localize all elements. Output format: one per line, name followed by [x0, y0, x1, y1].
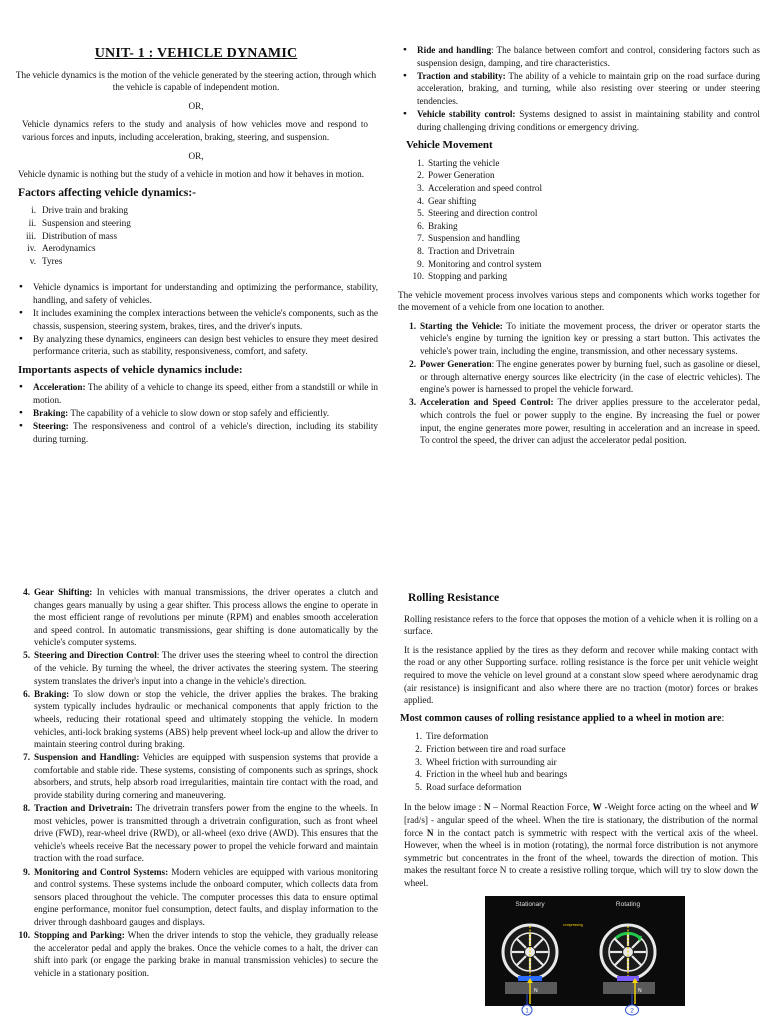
ground-stationary	[505, 982, 557, 994]
rotating-wheel	[601, 925, 655, 979]
list-item: 5. Steering and Direction Control: The driver uses the steering wheel to control the direction of the vehicle. By turning the wheel, the driver activates the steering system. The steering system translates the driver's input into a change in the vehicle's direction.	[23, 650, 379, 686]
factors-heading: Factors affecting vehicle dynamics:-	[18, 185, 197, 199]
label-compressing: compressing	[563, 923, 583, 927]
list-item: 5. Steering and direction control	[417, 208, 538, 219]
or-separator-1: OR,	[188, 100, 204, 111]
label-rotating: Rotating	[615, 901, 641, 908]
list-item: iii. Distribution of mass	[26, 230, 118, 241]
ground-rotating	[603, 982, 655, 994]
unit-title: UNIT- 1 : VEHICLE DYNAMIC	[94, 46, 298, 61]
marker-2-label: 2	[630, 1007, 634, 1015]
list-item: ● Steering: The responsiveness and control of a vehicle's direction, including its stability during turning.	[14, 420, 378, 445]
column-left-bottom	[8, 586, 378, 985]
list-item: iv. Aerodynamics	[27, 243, 96, 254]
list-item: 1. Starting the vehicle	[417, 157, 500, 168]
list-item: ● By analyzing these dynamics, engineers can design best vehicles to ensure they meet desired performance criteria, such as stability, responsiveness, comfort, and safety.	[14, 333, 378, 358]
definition-1: The vehicle dynamics is the motion of the vehicle generated by the steering action, through which the vehicle is capable of independent motion.	[15, 69, 377, 93]
aspects-list	[14, 381, 378, 445]
list-item: 9. Monitoring and control system	[417, 258, 542, 269]
list-item: 3. Acceleration and speed control	[417, 182, 543, 193]
image-explanation: In the below image : N – Normal Reaction Force, W -Weight force acting on the wheel and W [rad/s] - angular speed of the wheel. When the tire is stationary, the distribution of the normal force N in the contact patch is symmetric with respect with the vertical axis of the wheel. However, when the wheel is in motion (rotating), the normal force distribution is not anymore symmetric but concentrates in the front of the wheel, towards the direction of motion. This makes the resultant force N to create a resistive rolling torque, which will try to slow down the wheel.	[404, 802, 758, 888]
list-item: 2. Friction between tire and road surface	[415, 743, 566, 754]
list-item: 10. Stopping and parking	[412, 271, 508, 282]
list-item: 6. Braking	[417, 220, 458, 231]
column-right-bottom	[400, 586, 758, 895]
list-item: 7. Suspension and Handling: Vehicles are equipped with suspension systems that provide a comfortable and stable ride. These systems, consisting of components such as springs, shock absorbers, and struts, help absorb road irregularities, maintain tire contact with the road, and provide stability during cornering and maneuvering.	[23, 752, 378, 800]
list-item: 5. Road surface deformation	[415, 781, 522, 792]
aspects-list-continued	[398, 44, 760, 133]
list-item: 3. Acceleration and Speed Control: The driver applies pressure to the accelerator pedal, which controls the fuel or power supply to the engine. By increasing the fuel or power input, the engine generates more power, resulting in acceleration and an increase in speed. To control the speed, the driver can adjust the accelerator pedal position.	[409, 397, 760, 446]
label-n1: N	[534, 988, 538, 994]
list-item: 4. Friction in the wheel hub and bearings	[415, 769, 568, 780]
list-item: 1. Starting the Vehicle: To initiate the movement process, the driver or operator starts the vehicle's engine by turning the ignition key or pressing a start button. This activates the vehicle's power train, including the engine, transmission, and other necessary systems.	[409, 320, 760, 357]
list-item: 4. Gear Shifting: In vehicles with manual transmissions, the driver operates a clutch and changes gears manually by using a gear shifter. This process allows the engine to operate in the most efficient range of revolutions per minute (RPM) and enables smooth acceleration and speed control. In automatic transmissions, gear shifting is done automatically by the vehicle's computer systems.	[23, 587, 378, 648]
list-item: ● It includes examining the complex interactions between the vehicle's components, such as the chassis, suspension, steering system, brakes, tires, and the driver's inputs.	[14, 307, 378, 332]
column-right-top	[398, 44, 760, 453]
movement-steps-continued	[8, 586, 378, 979]
movement-intro: The vehicle movement process involves various steps and components which works together for the movement of a vehicle from one location to another.	[398, 289, 760, 313]
list-item: ● Ride and handling: The balance between comfort and control, considering factors such as suspension design, damping, and tire characteristics.	[398, 44, 760, 69]
list-item: ● Vehicle dynamics is important for understanding and optimizing the performance, stability, handling, and safety of vehicles.	[14, 281, 378, 306]
list-item: 4. Gear shifting	[417, 195, 477, 206]
definition-3: Vehicle dynamic is nothing but the study of a vehicle in motion and how it behaves in motion.	[18, 169, 365, 180]
list-item: 2. Power Generation	[417, 170, 495, 181]
list-item: 7. Suspension and handling	[417, 233, 520, 244]
or-separator-2: OR,	[188, 150, 204, 161]
movement-steps	[398, 320, 760, 447]
list-item: 3. Wheel friction with surrounding air	[415, 756, 557, 767]
aspects-heading: Importants aspects of vehicle dynamics include:	[18, 363, 243, 376]
list-item: 8. Traction and Drivetrain	[417, 245, 515, 256]
rolling-resistance-definition: Rolling resistance refers to the force that opposes the motion of a vehicle when it is rolling on a surface.	[404, 613, 758, 637]
label-stationary: Stationary	[515, 901, 545, 908]
list-item: 8. Traction and Drivetrain: The drivetrain transfers power from the engine to the wheels. In most vehicles, power is transmitted through a drivetrain configuration, such as front wheel drive (FWD), rear-wheel drive (RWD), or all-wheel (exo drive (AWD). This ensures that the vehicle's wheels receive Bat the necessary power to propel the vehicle forward and maintain traction with the road surface.	[23, 803, 378, 864]
causes-heading: Most common causes of rolling resistance applied to a wheel in motion are:	[400, 712, 725, 724]
list-item: ● Acceleration: The ability of a vehicle to change its speed, either from a standstill or while in motion.	[14, 381, 378, 406]
column-left-top	[14, 46, 378, 451]
movement-heading: Vehicle Movement	[406, 139, 493, 152]
marker-1-label: 1	[525, 1007, 529, 1015]
list-item: i. Drive train and braking	[31, 205, 128, 216]
list-item: v. Tyres	[29, 255, 63, 266]
rolling-resistance-figure	[485, 896, 685, 1016]
definition-2: Vehicle dynamics refers to the study and analysis of how vehicles move and respond to various forces and inputs, including acceleration, braking, steering, and suspension.	[22, 119, 368, 142]
list-item: ii. Suspension and steering	[28, 217, 131, 228]
rolling-resistance-explanation: It is the resistance applied by the tires as they deform and recover while making contact with the road or any other Supporting surface. rolling resistance is the force per unit vehicle weight required to move the vehicle on level ground at a constant slow speed where aerodynamic drag (air resistance) is insignificant and also where there are no traction (motor) forces or brakes applied.	[404, 644, 758, 706]
list-item: 2. Power Generation: The engine generates power by burning fuel, such as gasoline or diesel, or through alternative energy sources like electricity (in the case of electric vehicles). The engine's power is harnessed to propel the vehicle forward.	[409, 359, 760, 395]
list-item: 9. Monitoring and Control Systems: Modern vehicles are equipped with various monitoring and control systems. These systems include the onboard computer, which collects data from sensors placed throughout the vehicle. The computer processes this data to ensure optimal engine performance, monitor fuel consumption, detect faults, and display information to the driver through dashboard gauges and displays.	[23, 866, 379, 927]
causes-list	[406, 730, 758, 793]
list-item: ● Traction and stability: The ability of a vehicle to maintain grip on the road surface during acceleration, braking, and turning, while also resisting over steering or under steering tendencies.	[398, 70, 760, 108]
dynamics-bullets	[14, 281, 378, 358]
factors-list	[14, 204, 378, 267]
movement-list	[408, 157, 760, 283]
list-item: ● Braking: The capability of a vehicle to slow down or stop safely and efficiently.	[14, 407, 378, 420]
list-item: 10. Stopping and Parking: When the driver intends to stop the vehicle, they gradually release the accelerator pedal and apply the brakes. Once the vehicle comes to a halt, the driver can shift into park (or engage the parking brake in manual transmission vehicles) to secure the vehicle in a stationary position.	[18, 930, 378, 978]
stationary-wheel	[503, 925, 557, 979]
label-n2: N	[638, 988, 642, 994]
rolling-resistance-heading: Rolling Resistance	[408, 591, 500, 604]
list-item: 1. Tire deformation	[415, 731, 489, 742]
list-item: ● Vehicle stability control: Systems designed to assist in maintaining stability and control during challenging driving conditions or emergency driving.	[398, 108, 760, 133]
list-item: 6. Braking: To slow down or stop the vehicle, the driver applies the brakes. The braking system typically includes hydraulic or mechanical components that apply friction to the wheels, reducing their rotational speed and ultimately stopping the vehicle. In modern vehicles, anti-lock braking systems (ABS) help prevent wheel lock-up and allow the driver to maintain steering control during braking.	[23, 688, 378, 750]
